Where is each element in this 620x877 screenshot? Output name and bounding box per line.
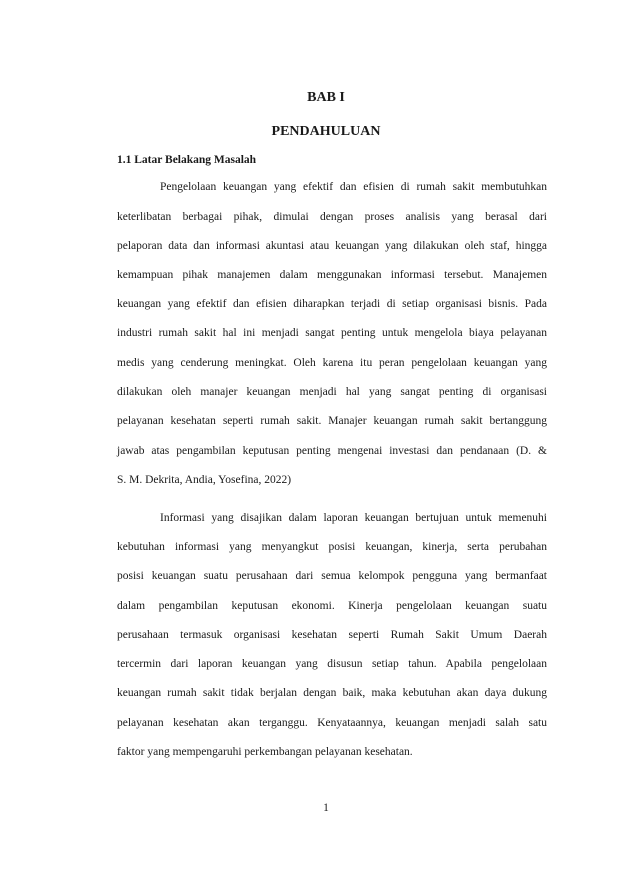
paragraph-line: pelayanan kesehatan akan terganggu. Kenyataannya, keuangan menjadi salah satu: [117, 717, 547, 729]
paragraph-line: S. M. Dekrita, Andia, Yosefina, 2022): [117, 474, 292, 486]
paragraph-line: Informasi yang disajikan dalam laporan keuangan bertujuan untuk memenuhi: [160, 512, 547, 524]
paragraph-line: medis yang cenderung meningkat. Oleh karena itu peran pengelolaan keuangan yang: [117, 357, 547, 369]
paragraph-line: Pengelolaan keuangan yang efektif dan efisien di rumah sakit membutuhkan: [160, 181, 547, 193]
paragraph-line: jawab atas pengambilan keputusan penting mengenai investasi dan pendanaan (D. &: [117, 445, 547, 457]
paragraph-line: kebutuhan informasi yang menyangkut posisi keuangan, kinerja, serta perubahan: [117, 541, 547, 553]
paragraph-line: tercermin dari laporan keuangan yang disusun setiap tahun. Apabila pengelolaan: [117, 658, 547, 670]
section-heading: 1.1 Latar Belakang Masalah: [117, 154, 257, 166]
paragraph-line: pelaporan data dan informasi akuntasi atau keuangan yang dilakukan oleh staf, hingga: [117, 240, 547, 252]
paragraph-line: perusahaan termasuk organisasi kesehatan seperti Rumah Sakit Umum Daerah: [117, 629, 547, 641]
paragraph-line: dilakukan oleh manajer keuangan menjadi hal yang sangat penting di organisasi: [117, 386, 547, 398]
paragraph-line: keuangan yang efektif dan efisien diharapkan terjadi di setiap organisasi bisnis. Pada: [117, 298, 547, 310]
paragraph-line: kemampuan pihak manajemen dalam menggunakan informasi tersebut. Manajemen: [117, 269, 547, 281]
paragraph-line: posisi keuangan suatu perusahaan dari semua kelompok pengguna yang bermanfaat: [117, 570, 547, 582]
paragraph-line: industri rumah sakit hal ini menjadi sangat penting untuk mengelola biaya pelayanan: [117, 327, 547, 339]
paragraph-line: keterlibatan berbagai pihak, dimulai dengan proses analisis yang berasal dari: [117, 211, 547, 223]
paragraph-line: faktor yang mempengaruhi perkembangan pelayanan kesehatan.: [117, 746, 413, 758]
paragraph-line: keuangan rumah sakit tidak berjalan dengan baik, maka kebutuhan akan daya dukung: [117, 687, 547, 699]
paragraph-line: pelayanan kesehatan seperti rumah sakit. Manajer keuangan rumah sakit bertanggung: [117, 415, 547, 427]
chapter-number: BAB I: [307, 90, 345, 105]
paragraph-line: dalam pengambilan keputusan ekonomi. Kinerja pengelolaan keuangan suatu: [117, 600, 547, 612]
page-number: 1: [323, 802, 329, 814]
chapter-title: PENDAHULUAN: [271, 124, 381, 139]
